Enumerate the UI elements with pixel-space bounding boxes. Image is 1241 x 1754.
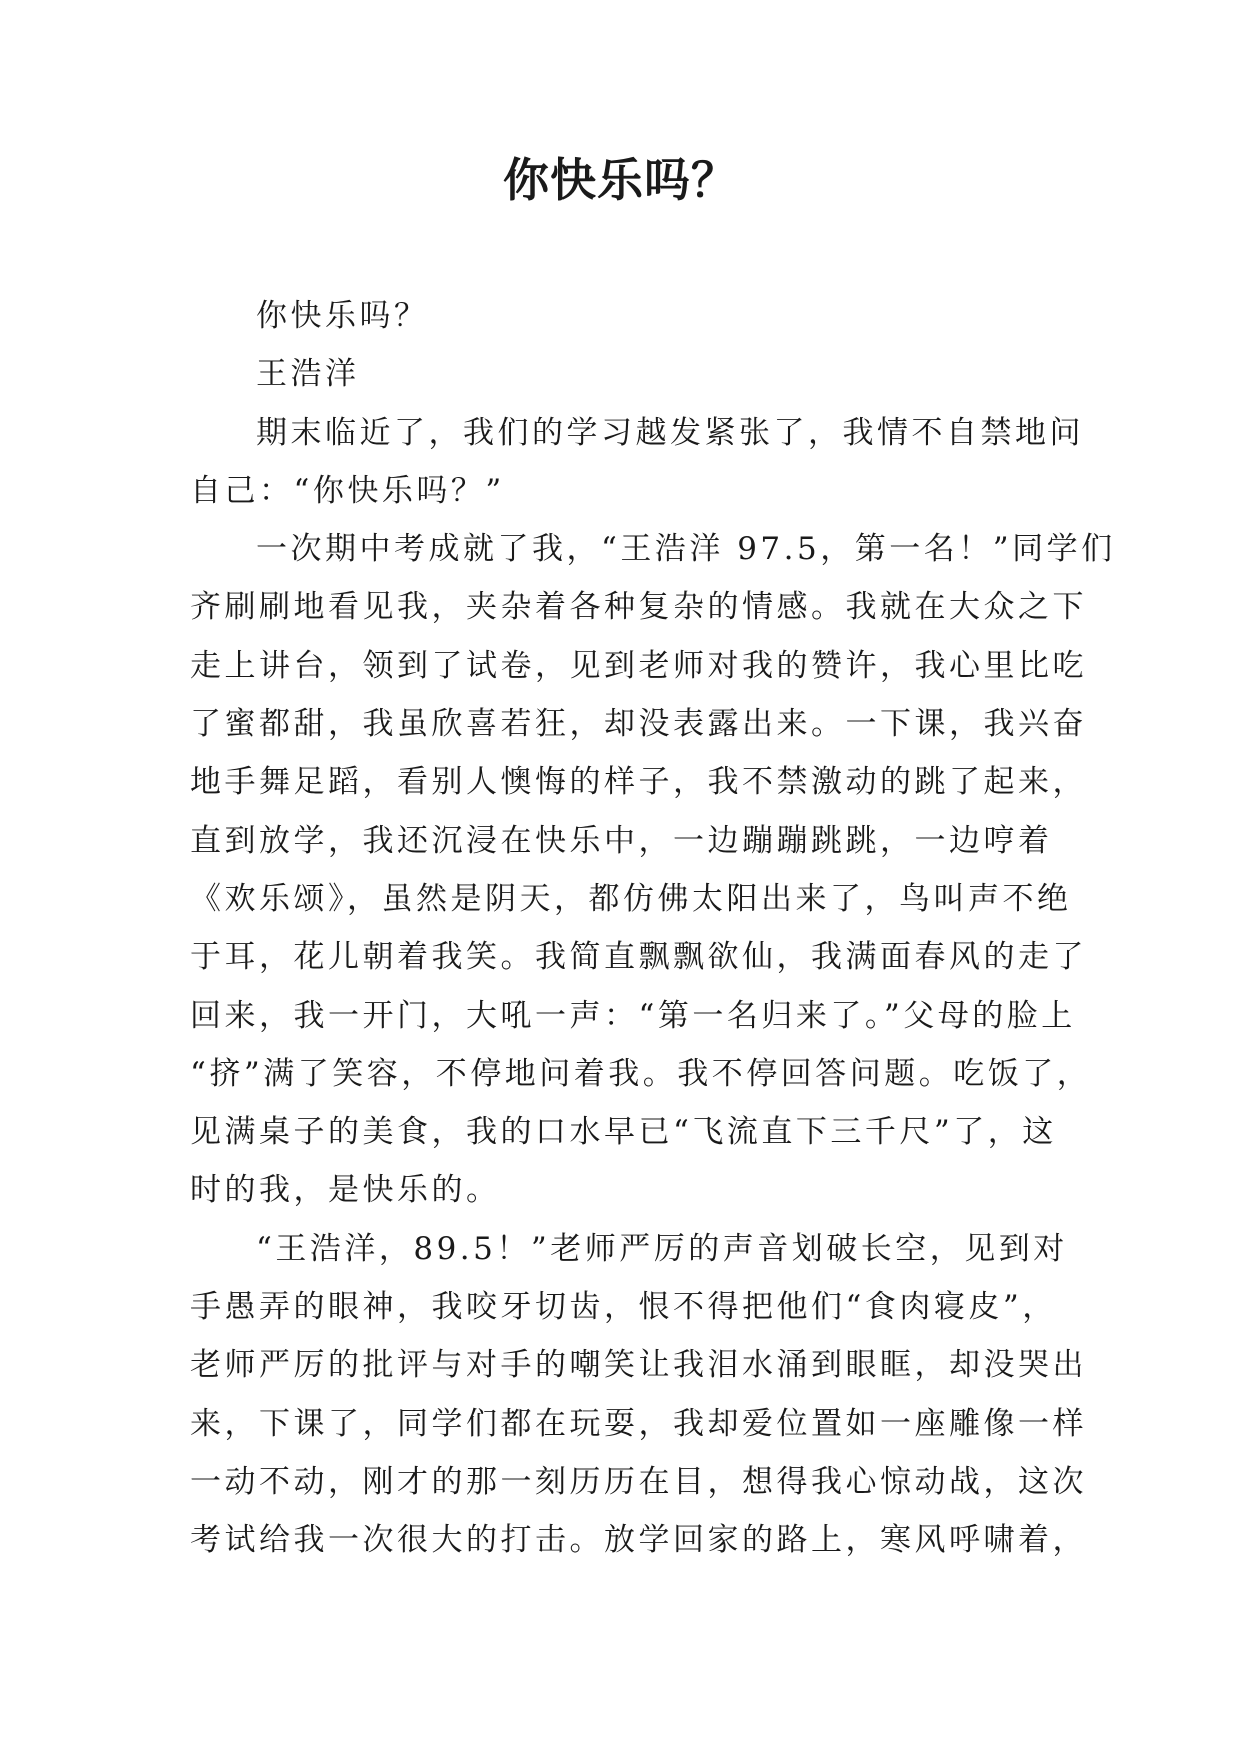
text-line: “挤”满了笑容，不停地问着我。我不停回答问题。吃饭了， xyxy=(190,1055,1092,1092)
text-line: 直到放学，我还沉浸在快乐中，一边蹦蹦跳跳，一边哼着 xyxy=(190,822,1053,859)
text-line: 地手舞足蹈，看别人懊悔的样子，我不禁激动的跳了起来， xyxy=(190,764,1087,801)
text-line: 齐刷刷地看见我，夹杂着各种复杂的情感。我就在大众之下 xyxy=(190,589,1087,626)
text-line: 你快乐吗？ xyxy=(256,298,429,334)
document-body xyxy=(190,287,1116,1570)
text-line: 老师严厉的批评与对手的嘲笑让我泪水涌到眼眶，却没哭出 xyxy=(190,1347,1087,1384)
text-line: 回来，我一开门，大吼一声：“第一名归来了。”父母的脸上 xyxy=(190,997,1076,1034)
text-line: 期末临近了，我们的学习越发紧张了，我情不自禁地问 xyxy=(256,414,1084,451)
text-line: 自己：“你快乐吗？” xyxy=(190,472,505,509)
text-line: 了蜜都甜，我虽欣喜若狂，却没表露出来。一下课，我兴奋 xyxy=(190,706,1087,743)
text-line: 走上讲台，领到了试卷，见到老师对我的赞许，我心里比吃 xyxy=(190,647,1087,684)
text-line: 见满桌子的美食，我的口水早已“飞流直下三千尺”了，这 xyxy=(190,1114,1057,1151)
text-line: 时的我，是快乐的。 xyxy=(190,1172,501,1209)
document-title: 你快乐吗？ xyxy=(503,153,738,207)
text-line: 于耳，花儿朝着我笑。我简直飘飘欲仙，我满面春风的走了 xyxy=(190,939,1087,976)
text-line: 王浩洋 xyxy=(256,356,360,393)
text-line: 一动不动，刚才的那一刻历历在目，想得我心惊动战，这次 xyxy=(190,1463,1087,1500)
text-line: 一次期中考成就了我，“王浩洋 97.5，第一名！”同学们 xyxy=(256,531,1116,568)
text-line: 来，下课了，同学们都在玩耍，我却爱位置如一座雕像一样 xyxy=(190,1405,1087,1442)
text-line: 手愚弄的眼神，我咬牙切齿，恨不得把他们“食肉寝皮”， xyxy=(190,1289,1057,1326)
text-line: 考试给我一次很大的打击。放学回家的路上，寒风呼啸着， xyxy=(190,1522,1087,1559)
text-line: “王浩洋，89.5！”老师严厉的声音划破长空，见到对 xyxy=(256,1230,1068,1267)
text-line: 《欢乐颂》，虽然是阴天，都仿佛太阳出来了，鸟叫声不绝 xyxy=(190,880,1072,917)
